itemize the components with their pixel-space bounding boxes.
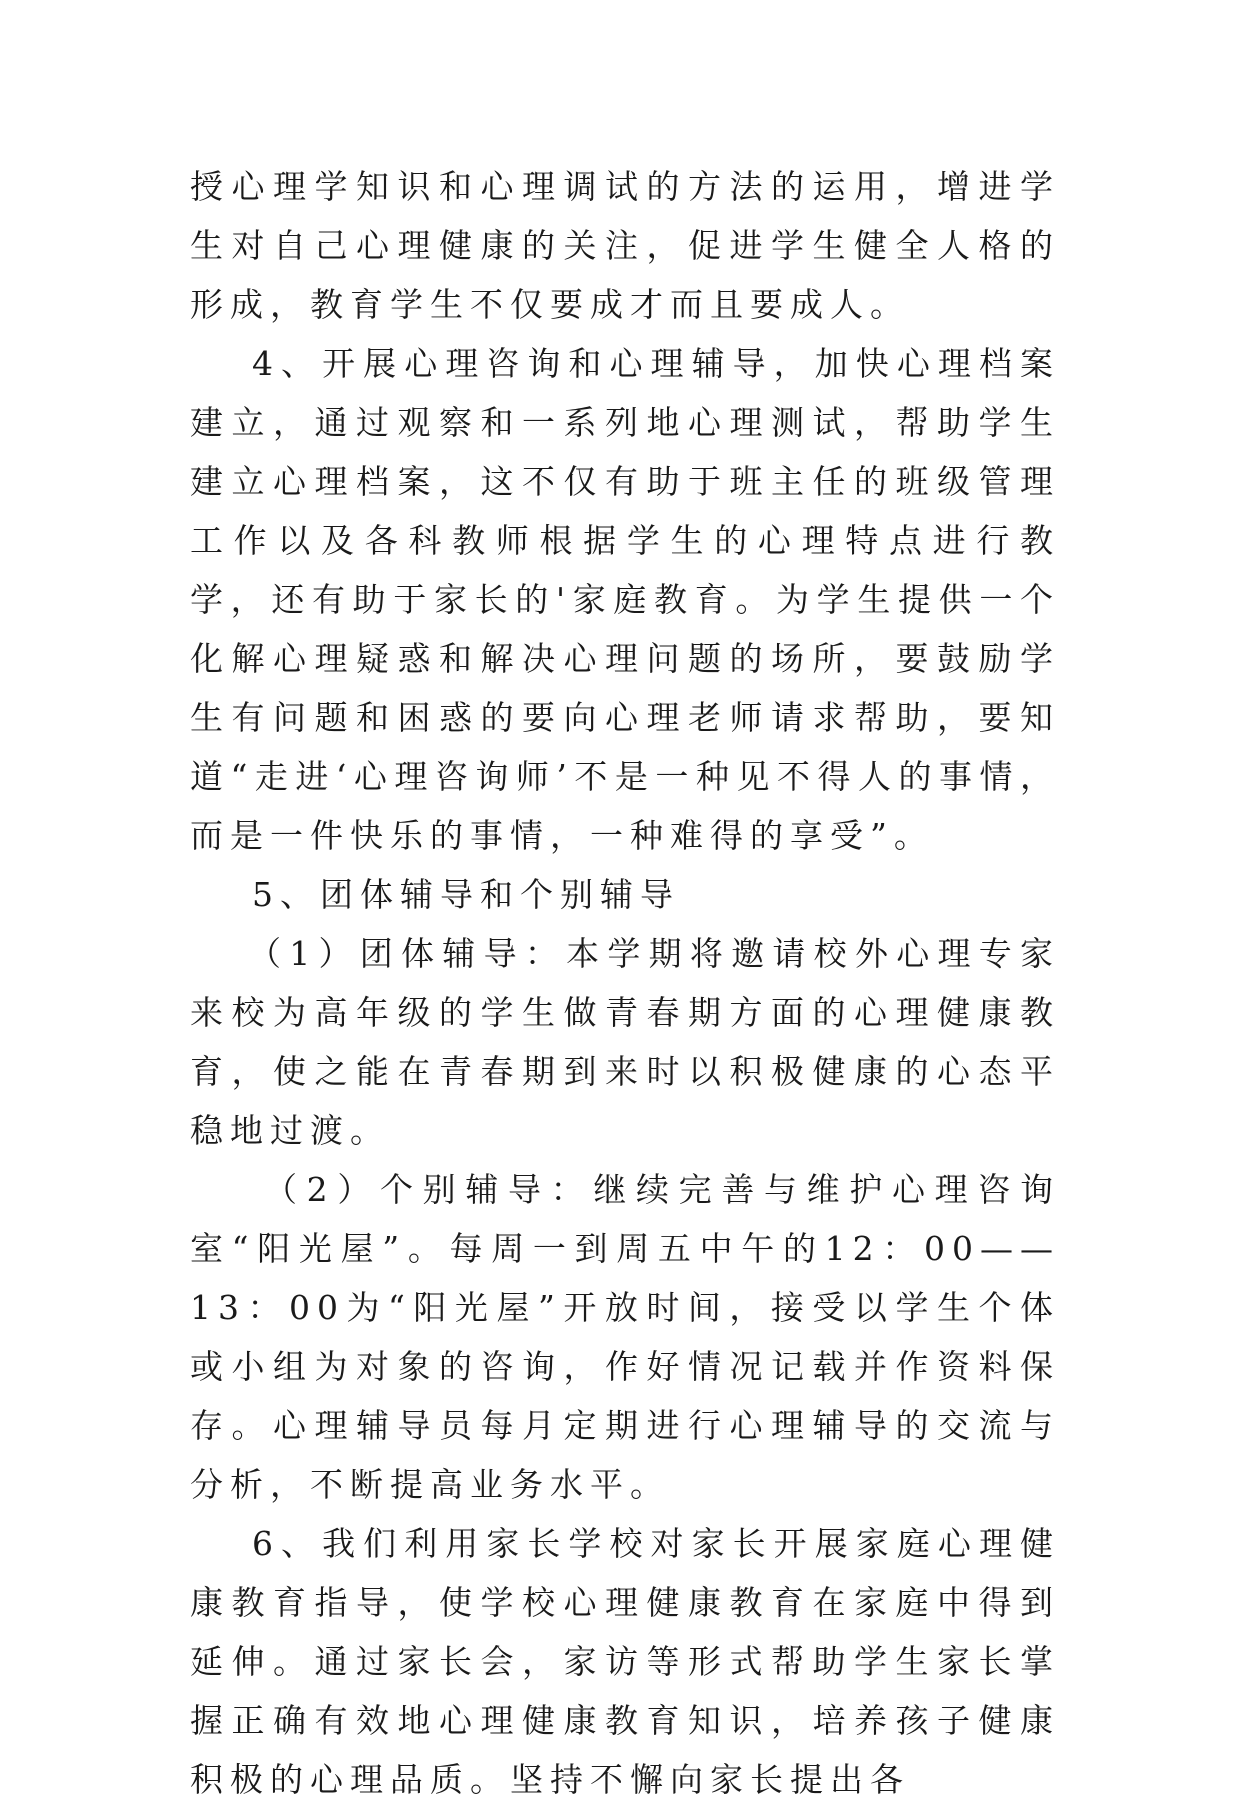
paragraph-item-6: 6、我们利用家长学校对家长开展家庭心理健康教育指导，使学校心理健康教育在家庭中得到延伸。通过家长会，家访等形式帮助学生家长掌握正确有效地心理健康教育知识，培养孩子健康积极的心理品质。坚持不懈向家长提出各 — [190, 1524, 1060, 1799]
paragraph-continuation: 授心理学知识和心理调试的方法的运用，增进学生对自己心理健康的关注，促进学生健全人格的形成，教育学生不仅要成才而且要成人。 — [190, 167, 1060, 324]
document-body — [190, 157, 1060, 1809]
paragraph-individual-counseling: （2）个别辅导：继续完善与维护心理咨询室“阳光屋”。每周一到周五中午的12：00——13：00为“阳光屋”开放时间，接受以学生个体或小组为对象的咨询，作好情况记载并作资料保存。心理辅导员每月定期进行心理辅导的交流与分析，不断提高业务水平。 — [190, 1170, 1060, 1504]
paragraph-item-5-heading: 5、团体辅导和个别辅导 — [252, 875, 680, 914]
paragraph-item-4: 4、开展心理咨询和心理辅导，加快心理档案建立，通过观察和一系列地心理测试，帮助学生建立心理档案，这不仅有助于班主任的班级管理工作以及各科教师根据学生的心理特点进行教学，还有助于家长的'家庭教育。为学生提供一个化解心理疑惑和解决心理问题的场所，要鼓励学生有问题和困惑的要向心理老师请求帮助，要知道“走进‘心理咨询师’不是一种见不得人的事情，而是一件快乐的事情，一种难得的享受”。 — [190, 344, 1060, 855]
paragraph-group-counseling: （1）团体辅导：本学期将邀请校外心理专家来校为高年级的学生做青春期方面的心理健康教育，使之能在青春期到来时以积极健康的心态平稳地过渡。 — [190, 934, 1060, 1150]
